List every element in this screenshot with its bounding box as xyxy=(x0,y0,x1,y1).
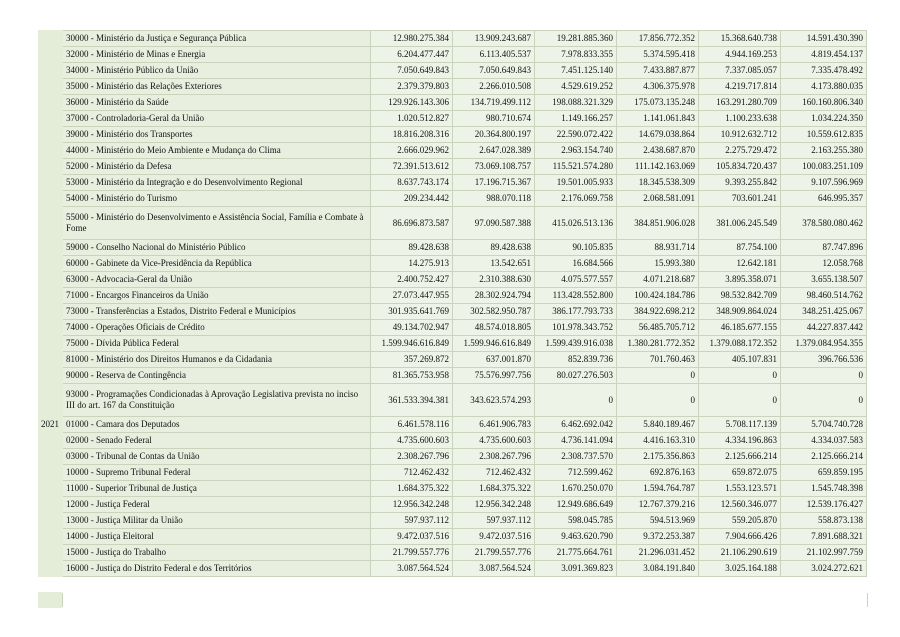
value-cell: 3.084.191.840 xyxy=(617,561,699,577)
organ-name-cell: 59000 - Conselho Nacional do Ministério Público xyxy=(63,240,371,256)
table-row xyxy=(39,175,867,191)
organ-name-cell: 63000 - Advocacia-Geral da União xyxy=(63,272,371,288)
value-cell: 381.006.245.549 xyxy=(699,207,781,240)
table-row xyxy=(39,384,867,417)
year-cell xyxy=(39,433,63,449)
value-cell: 15.368.640.738 xyxy=(699,31,781,47)
table-row xyxy=(39,304,867,320)
value-cell: 558.873.138 xyxy=(781,513,867,529)
value-cell: 100.424.184.786 xyxy=(617,288,699,304)
value-cell: 9.472.037.516 xyxy=(371,529,453,545)
value-cell: 4.736.141.094 xyxy=(535,433,617,449)
value-cell: 129.926.143.306 xyxy=(371,95,453,111)
value-cell: 163.291.280.709 xyxy=(699,95,781,111)
value-cell: 2.163.255.380 xyxy=(781,143,867,159)
value-cell: 21.799.557.776 xyxy=(453,545,535,561)
value-cell: 4.334.037.583 xyxy=(781,433,867,449)
value-cell: 3.087.564.524 xyxy=(371,561,453,577)
table-row xyxy=(39,127,867,143)
value-cell: 113.428.552.800 xyxy=(535,288,617,304)
organ-name-cell: 01000 - Camara dos Deputados xyxy=(63,417,371,433)
value-cell: 86.696.873.587 xyxy=(371,207,453,240)
value-cell: 692.876.163 xyxy=(617,465,699,481)
table-row xyxy=(39,561,867,577)
organ-name-cell: 13000 - Justiça Militar da União xyxy=(63,513,371,529)
value-cell: 852.839.736 xyxy=(535,352,617,368)
value-cell: 19.281.885.360 xyxy=(535,31,617,47)
value-cell: 1.020.512.827 xyxy=(371,111,453,127)
value-cell: 88.931.714 xyxy=(617,240,699,256)
value-cell: 357.269.872 xyxy=(371,352,453,368)
value-cell: 17.196.715.367 xyxy=(453,175,535,191)
value-cell: 7.335.478.492 xyxy=(781,63,867,79)
year-cell xyxy=(39,79,63,95)
value-cell: 46.185.677.155 xyxy=(699,320,781,336)
value-cell: 4.219.717.814 xyxy=(699,79,781,95)
value-cell: 659.872.075 xyxy=(699,465,781,481)
value-cell: 386.177.793.733 xyxy=(535,304,617,320)
value-cell: 10.559.612.835 xyxy=(781,127,867,143)
year-cell xyxy=(39,465,63,481)
organ-name-cell: 35000 - Ministério das Relações Exteriores xyxy=(63,79,371,95)
value-cell: 5.708.117.139 xyxy=(699,417,781,433)
value-cell: 9.393.255.842 xyxy=(699,175,781,191)
value-cell: 384.851.906.028 xyxy=(617,207,699,240)
table-row xyxy=(39,336,867,352)
value-cell: 12.560.346.077 xyxy=(699,497,781,513)
table-row xyxy=(39,513,867,529)
value-cell: 396.766.536 xyxy=(781,352,867,368)
value-cell: 3.087.564.524 xyxy=(453,561,535,577)
organ-name-cell: 60000 - Gabinete da Vice-Presidência da República xyxy=(63,256,371,272)
value-cell: 198.088.321.329 xyxy=(535,95,617,111)
value-cell: 14.679.038.864 xyxy=(617,127,699,143)
value-cell: 75.576.997.756 xyxy=(453,368,535,384)
value-cell: 348.251.425.067 xyxy=(781,304,867,320)
year-cell xyxy=(39,288,63,304)
budget-table xyxy=(38,30,867,577)
table-row xyxy=(39,481,867,497)
value-cell: 2.266.010.508 xyxy=(453,79,535,95)
value-cell: 9.107.596.969 xyxy=(781,175,867,191)
table-row xyxy=(39,352,867,368)
value-cell: 19.501.005.933 xyxy=(535,175,617,191)
value-cell: 2.963.154.740 xyxy=(535,143,617,159)
value-cell: 0 xyxy=(699,368,781,384)
value-cell: 89.428.638 xyxy=(371,240,453,256)
value-cell: 13.909.243.687 xyxy=(453,31,535,47)
value-cell: 0 xyxy=(699,384,781,417)
year-cell xyxy=(39,256,63,272)
organ-name-cell: 90000 - Reserva de Contingência xyxy=(63,368,371,384)
value-cell: 2.308.267.796 xyxy=(453,449,535,465)
value-cell: 111.142.163.069 xyxy=(617,159,699,175)
table-row xyxy=(39,497,867,513)
value-cell: 2.647.028.389 xyxy=(453,143,535,159)
value-cell: 6.462.692.042 xyxy=(535,417,617,433)
table-row xyxy=(39,256,867,272)
value-cell: 598.045.785 xyxy=(535,513,617,529)
table-row xyxy=(39,79,867,95)
table-row xyxy=(39,545,867,561)
table-footer-line xyxy=(62,593,868,607)
value-cell: 2.125.666.214 xyxy=(781,449,867,465)
value-cell: 100.083.251.109 xyxy=(781,159,867,175)
value-cell: 1.034.224.350 xyxy=(781,111,867,127)
value-cell: 4.819.454.137 xyxy=(781,47,867,63)
year-cell xyxy=(39,31,63,47)
value-cell: 2.175.356.863 xyxy=(617,449,699,465)
value-cell: 980.710.674 xyxy=(453,111,535,127)
organ-name-cell: 12000 - Justiça Federal xyxy=(63,497,371,513)
value-cell: 1.684.375.322 xyxy=(453,481,535,497)
year-cell xyxy=(39,240,63,256)
value-cell: 98.532.842.709 xyxy=(699,288,781,304)
table-row xyxy=(39,417,867,433)
value-cell: 1.380.281.772.352 xyxy=(617,336,699,352)
value-cell: 175.073.135.248 xyxy=(617,95,699,111)
table-row xyxy=(39,529,867,545)
table-row xyxy=(39,320,867,336)
table-row xyxy=(39,31,867,47)
value-cell: 115.521.574.280 xyxy=(535,159,617,175)
year-cell xyxy=(39,497,63,513)
value-cell: 7.978.833.355 xyxy=(535,47,617,63)
organ-name-cell: 16000 - Justiça do Distrito Federal e dos Territórios xyxy=(63,561,371,577)
value-cell: 4.735.600.603 xyxy=(453,433,535,449)
value-cell: 1.379.084.954.355 xyxy=(781,336,867,352)
value-cell: 3.025.164.188 xyxy=(699,561,781,577)
organ-name-cell: 02000 - Senado Federal xyxy=(63,433,371,449)
value-cell: 12.539.176.427 xyxy=(781,497,867,513)
value-cell: 2.308.737.570 xyxy=(535,449,617,465)
table-row xyxy=(39,433,867,449)
value-cell: 89.428.638 xyxy=(453,240,535,256)
year-cell xyxy=(39,159,63,175)
budget-table-page xyxy=(38,30,866,577)
value-cell: 4.735.600.603 xyxy=(371,433,453,449)
organ-name-cell: 74000 - Operações Oficiais de Crédito xyxy=(63,320,371,336)
value-cell: 97.090.587.388 xyxy=(453,207,535,240)
value-cell: 9.463.620.790 xyxy=(535,529,617,545)
value-cell: 0 xyxy=(781,384,867,417)
year-cell xyxy=(39,63,63,79)
table-row xyxy=(39,143,867,159)
table-row xyxy=(39,47,867,63)
organ-name-cell: 32000 - Ministério de Minas e Energia xyxy=(63,47,371,63)
year-cell xyxy=(39,449,63,465)
value-cell: 12.767.379.216 xyxy=(617,497,699,513)
organ-name-cell: 36000 - Ministério da Saúde xyxy=(63,95,371,111)
table-row xyxy=(39,111,867,127)
value-cell: 2.068.581.091 xyxy=(617,191,699,207)
organ-name-cell: 03000 - Tribunal de Contas da União xyxy=(63,449,371,465)
table-row xyxy=(39,449,867,465)
value-cell: 18.816.208.316 xyxy=(371,127,453,143)
value-cell: 0 xyxy=(535,384,617,417)
table-row xyxy=(39,465,867,481)
value-cell: 1.100.233.638 xyxy=(699,111,781,127)
value-cell: 7.451.125.140 xyxy=(535,63,617,79)
year-cell xyxy=(39,545,63,561)
table-row xyxy=(39,288,867,304)
value-cell: 160.160.806.340 xyxy=(781,95,867,111)
value-cell: 3.024.272.621 xyxy=(781,561,867,577)
value-cell: 384.922.698.212 xyxy=(617,304,699,320)
table-row xyxy=(39,95,867,111)
value-cell: 209.234.442 xyxy=(371,191,453,207)
table-row xyxy=(39,207,867,240)
value-cell: 2.308.267.796 xyxy=(371,449,453,465)
year-cell xyxy=(39,95,63,111)
value-cell: 10.912.632.712 xyxy=(699,127,781,143)
organ-name-cell: 34000 - Ministério Público da União xyxy=(63,63,371,79)
value-cell: 0 xyxy=(617,384,699,417)
value-cell: 15.993.380 xyxy=(617,256,699,272)
value-cell: 22.590.072.422 xyxy=(535,127,617,143)
value-cell: 4.173.880.035 xyxy=(781,79,867,95)
value-cell: 14.275.913 xyxy=(371,256,453,272)
organ-name-cell: 53000 - Ministério da Integração e do Desenvolvimento Regional xyxy=(63,175,371,191)
value-cell: 44.227.837.442 xyxy=(781,320,867,336)
value-cell: 4.416.163.310 xyxy=(617,433,699,449)
value-cell: 2.400.752.427 xyxy=(371,272,453,288)
value-cell: 134.719.499.112 xyxy=(453,95,535,111)
year-cell xyxy=(39,127,63,143)
table-row xyxy=(39,159,867,175)
year-cell xyxy=(39,304,63,320)
value-cell: 21.296.031.452 xyxy=(617,545,699,561)
value-cell: 0 xyxy=(781,368,867,384)
value-cell: 28.302.924.794 xyxy=(453,288,535,304)
value-cell: 80.027.276.503 xyxy=(535,368,617,384)
value-cell: 1.379.088.172.352 xyxy=(699,336,781,352)
value-cell: 3.091.369.823 xyxy=(535,561,617,577)
value-cell: 2.310.388.630 xyxy=(453,272,535,288)
organ-name-cell: 75000 - Dívida Pública Federal xyxy=(63,336,371,352)
table-row xyxy=(39,191,867,207)
value-cell: 14.591.430.390 xyxy=(781,31,867,47)
value-cell: 2.125.666.214 xyxy=(699,449,781,465)
value-cell: 27.073.447.955 xyxy=(371,288,453,304)
organ-name-cell: 93000 - Programações Condicionadas à Aprovação Legislativa prevista no inciso III do art. 167 da Constituição xyxy=(63,384,371,417)
value-cell: 6.461.906.783 xyxy=(453,417,535,433)
organ-name-cell: 14000 - Justiça Eleitoral xyxy=(63,529,371,545)
value-cell: 4.075.577.557 xyxy=(535,272,617,288)
value-cell: 597.937.112 xyxy=(453,513,535,529)
value-cell: 21.799.557.776 xyxy=(371,545,453,561)
value-cell: 6.204.477.447 xyxy=(371,47,453,63)
value-cell: 1.684.375.322 xyxy=(371,481,453,497)
value-cell: 87.747.896 xyxy=(781,240,867,256)
value-cell: 105.834.720.437 xyxy=(699,159,781,175)
year-column-footer xyxy=(38,592,62,608)
value-cell: 597.937.112 xyxy=(371,513,453,529)
value-cell: 87.754.100 xyxy=(699,240,781,256)
table-body xyxy=(39,31,867,577)
value-cell: 2.275.729.472 xyxy=(699,143,781,159)
value-cell: 712.599.462 xyxy=(535,465,617,481)
value-cell: 101.978.343.752 xyxy=(535,320,617,336)
value-cell: 559.205.870 xyxy=(699,513,781,529)
value-cell: 2.666.029.962 xyxy=(371,143,453,159)
value-cell: 1.594.764.787 xyxy=(617,481,699,497)
value-cell: 12.956.342.248 xyxy=(453,497,535,513)
value-cell: 7.891.688.321 xyxy=(781,529,867,545)
year-cell xyxy=(39,320,63,336)
value-cell: 16.684.566 xyxy=(535,256,617,272)
value-cell: 9.472.037.516 xyxy=(453,529,535,545)
value-cell: 7.050.649.843 xyxy=(371,63,453,79)
value-cell: 343.623.574.293 xyxy=(453,384,535,417)
value-cell: 1.141.061.843 xyxy=(617,111,699,127)
value-cell: 0 xyxy=(617,368,699,384)
value-cell: 73.069.108.757 xyxy=(453,159,535,175)
value-cell: 6.461.578.116 xyxy=(371,417,453,433)
value-cell: 3.655.138.507 xyxy=(781,272,867,288)
value-cell: 1.599.946.616.849 xyxy=(453,336,535,352)
organ-name-cell: 54000 - Ministério do Turismo xyxy=(63,191,371,207)
value-cell: 21.102.997.759 xyxy=(781,545,867,561)
table-row xyxy=(39,240,867,256)
year-cell xyxy=(39,143,63,159)
year-cell xyxy=(39,513,63,529)
value-cell: 6.113.405.537 xyxy=(453,47,535,63)
organ-name-cell: 39000 - Ministério dos Transportes xyxy=(63,127,371,143)
value-cell: 12.058.768 xyxy=(781,256,867,272)
value-cell: 302.582.950.787 xyxy=(453,304,535,320)
value-cell: 2.438.687.870 xyxy=(617,143,699,159)
organ-name-cell: 81000 - Ministério dos Direitos Humanos e da Cidadania xyxy=(63,352,371,368)
table-row xyxy=(39,368,867,384)
year-cell xyxy=(39,207,63,240)
value-cell: 9.372.253.387 xyxy=(617,529,699,545)
year-cell xyxy=(39,561,63,577)
value-cell: 12.956.342.248 xyxy=(371,497,453,513)
value-cell: 7.050.649.843 xyxy=(453,63,535,79)
year-cell xyxy=(39,272,63,288)
table-row xyxy=(39,272,867,288)
table-row xyxy=(39,63,867,79)
year-cell xyxy=(39,368,63,384)
organ-name-cell: 44000 - Ministério do Meio Ambiente e Mudança do Clima xyxy=(63,143,371,159)
value-cell: 7.904.666.426 xyxy=(699,529,781,545)
value-cell: 21.106.290.619 xyxy=(699,545,781,561)
value-cell: 712.462.432 xyxy=(453,465,535,481)
value-cell: 646.995.357 xyxy=(781,191,867,207)
value-cell: 18.345.538.309 xyxy=(617,175,699,191)
value-cell: 361.533.394.381 xyxy=(371,384,453,417)
value-cell: 3.895.358.071 xyxy=(699,272,781,288)
value-cell: 13.542.651 xyxy=(453,256,535,272)
value-cell: 4.071.218.687 xyxy=(617,272,699,288)
value-cell: 8.637.743.174 xyxy=(371,175,453,191)
organ-name-cell: 71000 - Encargos Financeiros da União xyxy=(63,288,371,304)
year-cell xyxy=(39,481,63,497)
value-cell: 56.485.705.712 xyxy=(617,320,699,336)
value-cell: 21.775.664.761 xyxy=(535,545,617,561)
value-cell: 301.935.641.769 xyxy=(371,304,453,320)
value-cell: 4.334.196.863 xyxy=(699,433,781,449)
value-cell: 7.433.887.877 xyxy=(617,63,699,79)
value-cell: 701.760.463 xyxy=(617,352,699,368)
value-cell: 12.642.181 xyxy=(699,256,781,272)
value-cell: 12.980.275.384 xyxy=(371,31,453,47)
year-cell xyxy=(39,529,63,545)
value-cell: 703.601.241 xyxy=(699,191,781,207)
value-cell: 5.704.740.728 xyxy=(781,417,867,433)
organ-name-cell: 11000 - Superior Tribunal de Justiça xyxy=(63,481,371,497)
year-cell xyxy=(39,175,63,191)
value-cell: 20.364.800.197 xyxy=(453,127,535,143)
value-cell: 2.379.379.803 xyxy=(371,79,453,95)
value-cell: 4.944.169.253 xyxy=(699,47,781,63)
organ-name-cell: 55000 - Ministério do Desenvolvimento e Assistência Social, Família e Combate à Fome xyxy=(63,207,371,240)
value-cell: 72.391.513.612 xyxy=(371,159,453,175)
organ-name-cell: 73000 - Transferências a Estados, Distrito Federal e Municípios xyxy=(63,304,371,320)
value-cell: 48.574.018.805 xyxy=(453,320,535,336)
value-cell: 1.670.250.070 xyxy=(535,481,617,497)
value-cell: 7.337.085.057 xyxy=(699,63,781,79)
value-cell: 12.949.686.649 xyxy=(535,497,617,513)
value-cell: 98.460.514.762 xyxy=(781,288,867,304)
value-cell: 49.134.702.947 xyxy=(371,320,453,336)
value-cell: 2.176.069.758 xyxy=(535,191,617,207)
year-cell: 2021 xyxy=(39,417,63,433)
value-cell: 405.107.831 xyxy=(699,352,781,368)
value-cell: 348.909.864.024 xyxy=(699,304,781,320)
organ-name-cell: 37000 - Controladoria-Geral da União xyxy=(63,111,371,127)
value-cell: 988.070.118 xyxy=(453,191,535,207)
value-cell: 4.306.375.978 xyxy=(617,79,699,95)
value-cell: 1.599.439.916.038 xyxy=(535,336,617,352)
value-cell: 17.856.772.352 xyxy=(617,31,699,47)
organ-name-cell: 10000 - Supremo Tribunal Federal xyxy=(63,465,371,481)
value-cell: 1.599.946.616.849 xyxy=(371,336,453,352)
value-cell: 712.462.432 xyxy=(371,465,453,481)
value-cell: 1.553.123.571 xyxy=(699,481,781,497)
value-cell: 81.365.753.958 xyxy=(371,368,453,384)
value-cell: 90.105.835 xyxy=(535,240,617,256)
value-cell: 1.149.166.257 xyxy=(535,111,617,127)
value-cell: 1.545.748.398 xyxy=(781,481,867,497)
organ-name-cell: 52000 - Ministério da Defesa xyxy=(63,159,371,175)
value-cell: 4.529.619.252 xyxy=(535,79,617,95)
organ-name-cell: 15000 - Justiça do Trabalho xyxy=(63,545,371,561)
value-cell: 5.374.595.418 xyxy=(617,47,699,63)
organ-name-cell: 30000 - Ministério da Justiça e Segurança Pública xyxy=(63,31,371,47)
year-cell xyxy=(39,191,63,207)
year-cell xyxy=(39,384,63,417)
year-cell xyxy=(39,111,63,127)
year-cell xyxy=(39,336,63,352)
value-cell: 5.840.189.467 xyxy=(617,417,699,433)
value-cell: 637.001.870 xyxy=(453,352,535,368)
value-cell: 594.513.969 xyxy=(617,513,699,529)
year-cell xyxy=(39,47,63,63)
value-cell: 659.859.195 xyxy=(781,465,867,481)
value-cell: 378.580.080.462 xyxy=(781,207,867,240)
year-cell xyxy=(39,352,63,368)
value-cell: 415.026.513.136 xyxy=(535,207,617,240)
